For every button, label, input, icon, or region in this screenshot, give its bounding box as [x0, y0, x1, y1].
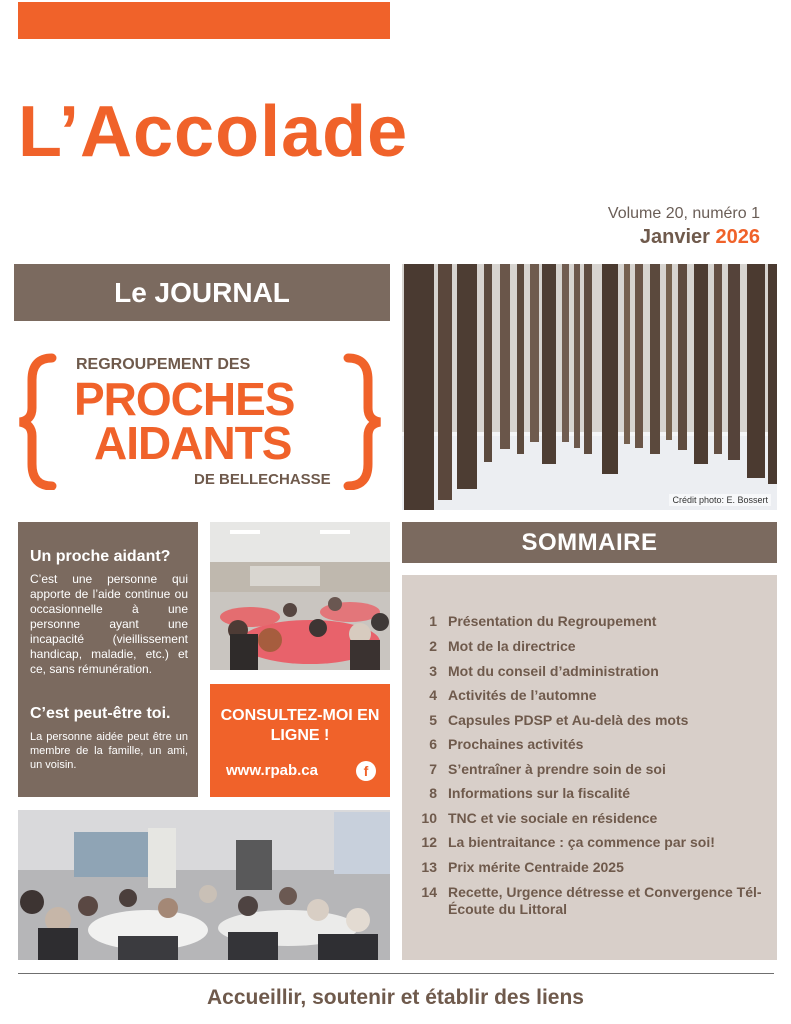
table-of-contents — [402, 575, 777, 960]
website-link[interactable]: www.rpab.ca — [226, 762, 318, 779]
toc-page: 5 — [429, 712, 437, 728]
issue-month: Janvier — [639, 226, 710, 248]
toc-page: 1 — [429, 613, 437, 629]
toc-title: Prix mérite Centraide 2025 — [448, 859, 624, 875]
toc-page: 4 — [429, 687, 437, 703]
meeting-room-image — [18, 810, 390, 960]
toc-title: TNC et vie sociale en résidence — [448, 810, 658, 826]
winter-forest-image — [402, 264, 777, 510]
newsletter-title: L’Accolade — [18, 92, 409, 172]
event-hall-image — [210, 522, 390, 670]
logo-line-3: AIDANTS — [94, 417, 292, 469]
toc-page: 13 — [421, 859, 437, 875]
issue-year: 2026 — [715, 226, 760, 248]
toc-title: Prochaines activités — [448, 736, 584, 752]
toc-page: 7 — [429, 761, 437, 777]
toc-title: Présentation du Regroupement — [448, 613, 657, 629]
toc-title: Capsules PDSP et Au-delà des mots — [448, 712, 689, 728]
volume-number: Volume 20, numéro 1 — [607, 205, 760, 222]
toc-title: La bientraitance : ça commence par soi! — [448, 834, 715, 850]
caregiver-info-box — [18, 522, 198, 797]
toc-title: Activités de l’automne — [448, 687, 597, 703]
toc-title: Informations sur la fiscalité — [448, 785, 631, 801]
toc-page: 6 — [429, 736, 437, 752]
toc-title: Mot de la directrice — [448, 638, 576, 654]
toc-page: 12 — [421, 834, 437, 850]
caregiver-definition: C’est une personne qui apporte de l’aide continue ou occasionnelle à une personne ayant une incapacité (vieillissement handicap, maladie, etc.) et ce, sans rémunération. — [30, 572, 188, 676]
caregiver-examples: La personne aidée peut être un membre de la famille, un ami, un voisin. — [30, 731, 188, 771]
event-hall-photo — [210, 522, 390, 670]
summary-heading: SOMMAIRE — [402, 522, 777, 563]
logo-line-2: PROCHES — [74, 373, 295, 425]
toc-page: 10 — [421, 810, 437, 826]
organization-logo — [18, 350, 390, 490]
toc-page: 8 — [429, 785, 437, 801]
logo-line-4: DE BELLECHASSE — [194, 471, 331, 488]
top-accent-bar — [18, 2, 390, 39]
consult-online-box — [210, 684, 390, 797]
logo-line-1: REGROUPEMENT DES — [76, 356, 251, 373]
facebook-icon[interactable]: f — [356, 761, 376, 781]
footer-divider — [18, 973, 774, 974]
toc-page: 3 — [429, 663, 437, 679]
toc-title: Mot du conseil d’administration — [448, 663, 659, 679]
toc-page: 2 — [429, 638, 437, 654]
toc-title: S’entraîner à prendre soin de soi — [448, 761, 666, 777]
caregiver-heading: Un proche aidant? — [30, 548, 171, 565]
caregiver-heading-2: C’est peut-être toi. — [30, 705, 171, 722]
journal-banner: Le JOURNAL — [14, 264, 390, 321]
forest-photo — [402, 264, 777, 510]
issue-date — [640, 226, 760, 249]
meeting-photo — [18, 810, 390, 960]
consult-text: CONSULTEZ-MOI EN LIGNE ! — [220, 707, 380, 744]
photo-credit: Crédit photo: E. Bossert — [669, 494, 771, 506]
tagline: Accueillir, soutenir et établir des liens — [207, 986, 584, 1009]
toc-title: Recette, Urgence détresse et Convergence Tél-Écoute du Littoral — [448, 884, 762, 917]
toc-page: 14 — [421, 884, 437, 900]
